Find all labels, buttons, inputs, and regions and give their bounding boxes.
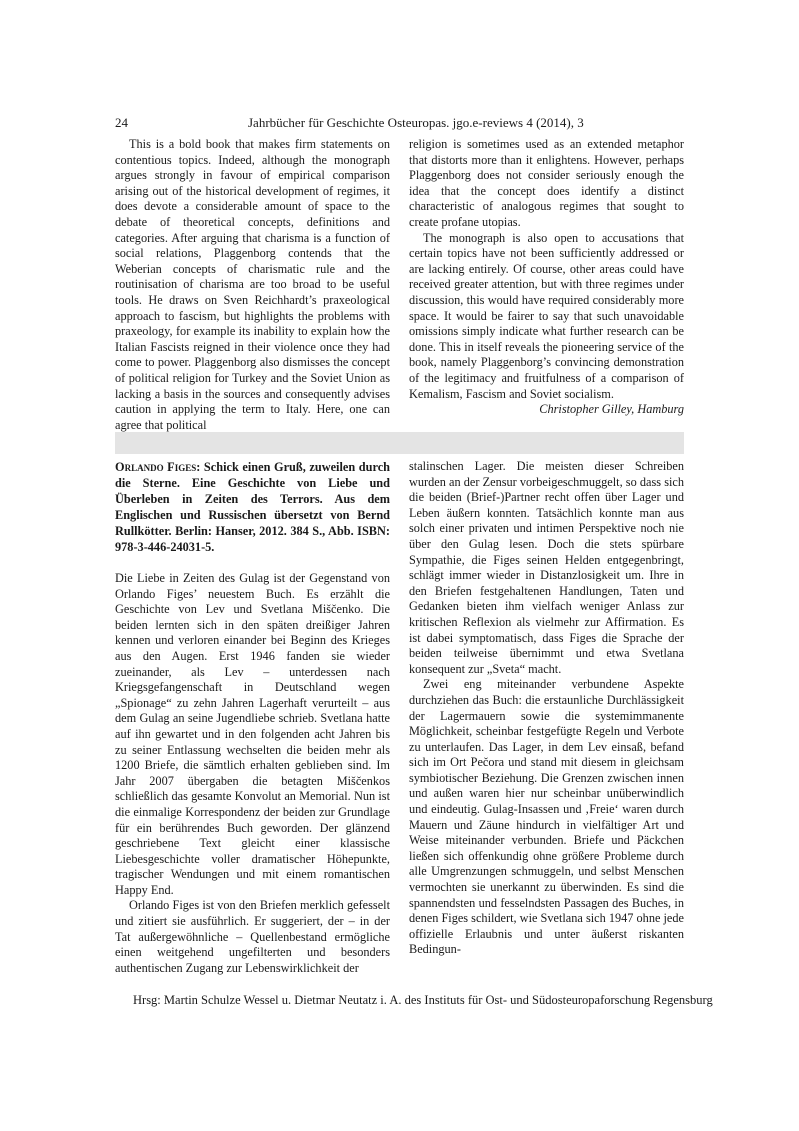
review1-paragraph: The monograph is also open to accusations that certain topics have not been sufficiently addressed or are lacking entirely. Of course, other areas could have received greater attention, but with three regimes under discussion, this would have required considerably more space. It would be fairer to say that such unavoidable omissions simply indicate what further research can be done. This in itself reveals the pioneering service of the book, namely Plaggenborg’s convincing demonstration of the legitimacy and fruitfulness of a comparison of Kemalism, Fascism and Soviet socialism. bbox=[409, 230, 684, 401]
review2-paragraph: stalinschen Lager. Die meisten dieser Schreiben wurden an der Zensur vorbeigeschmuggelt, so dass sich die beiden (Brief-)Partner recht offen über Lager und Leben äußern konnten. Tatsächlich konnte man aus solch einer privaten und intimen Perspektive noch nie über den Gulag lesen. Doch die stets spürbare Sympathie, die Figes seinen Helden entgegenbringt, schlägt immer wieder in Distanzlosigkeit um. Ihre in den Briefen festgehaltenen Handlungen, Taten und Gedanken bieten ihm vielfach weniger Anlass zur kritischen Reflexion als vielmehr zur Affirmation. Es ist dabei symptomatisch, dass Figes die Sprache der beiden teilweise übernimmt und etwa Svetlana konsequent zur „Sveta“ macht. bbox=[409, 459, 684, 676]
review-divider bbox=[115, 432, 684, 454]
review2-column-right bbox=[409, 459, 684, 958]
review2-book-details: : Schick einen Gruß, zuweilen durch die Sterne. Eine Geschichte von Liebe und Überleben in Zeiten des Terrors. Aus dem Englischen und Russischen übersetzt von Bernd Rullkötter. Berlin: Hanser, 2012. 384 S., Abb. ISBN: 978-3-446-24031-5. bbox=[115, 460, 391, 554]
review1-paragraph: This is a bold book that makes firm statements on contentious topics. Indeed, although the monograph argues strongly in favour of empirical comparison arising out of the historical development of regimes, it does devote a considerable amount of space to the debate of theoretical concepts, definitions and categories. After arguing that charisma is a function of social relations, Plaggenborg contends that the Weberian concepts of charismatic rule and the routinisation of charisma are too broad to be useful tools. He draws on Sven Reichhardt’s praxeological approach to fascism, but highlights the problems with praxeology, for example its inability to explain how the Italian Fascists reigned in their violence once they had come to power. Plaggenborg also dismisses the concept of political religion for Turkey and the Soviet Union as lacking a basis in the sources and consequently advises caution in applying the term to Italy. Here, one can agree that political bbox=[115, 137, 390, 432]
review2-paragraph: Orlando Figes ist von den Briefen merklich gefesselt und zitiert sie ausführlich. Er suggeriert, der – in der Tat außergewöhnliche – Quellenbestand ermögliche einen weitgehend ungefilterten und besonders authentischen Zugang zur Lebenswirklichkeit der bbox=[115, 898, 390, 975]
review2-paragraph: Die Liebe in Zeiten des Gulag ist der Gegenstand von Orlando Figes’ neuestem Buch. Es erzählt die Geschichte von Lev und Svetlana Miščenko. Die beiden lernten sich in den späten dreißiger Jahren kennen und verloren einander bei Beginn des Krieges aus den Augen. Erst 1946 fanden sie wieder zueinander, als Lev – unterdessen nach Kriegsgefangenschaft in Deutschland wegen „Spionage“ zu zehn Jahren Lagerhaft verurteilt – aus dem Gulag an seine Jugendliebe schrieb. Svetlana hatte auf ihn gewartet und in den folgenden acht Jahren bis zu seiner Entlassung wechselten die beiden mehr als 1200 Briefe, die sämtlich erhalten geblieben sind. Im Jahr 2007 übergaben die betagten Miščenkos schließlich das gesamte Konvolut an Memorial. Nun ist die einmalige Korrespondenz der beiden zur Grundlage für ein berührendes Buch geworden. Der glänzend geschriebene Text gleicht einer klassische Liebesgeschichte voller dramatischer Höhepunkte, tragischer Wendungen und mit einem romantischen Happy End. bbox=[115, 571, 390, 897]
review2-paragraph: Zwei eng miteinander verbundene Aspekte durchziehen das Buch: die erstaunliche Durchlässigkeit der Lagermauern sowie die systemimmanente Möglichkeit, scheinbar festgefügte Regeln und Verbote zu unterlaufen. Das Lager, in dem Lev einsaß, befand sich im Ort Pečora und stand mit diesem in gleichsam symbiotischer Beziehung. Die Grenzen zwischen innen und außen waren hier nur scheinbar unüberwindlich und eindeutig. Gulag-Insassen und ‚Freie‘ waren durch Mauern und Zäune hindurch in vielfältiger Art und Weise miteinander verbunden. Briefe und Päckchen ließen sich offenkundig ohne größere Probleme durch alle Umgrenzungen schmuggeln, und selbst Menschen vermochten sie unerkannt zu überwinden. Es sind die spannendsten und fesselndsten Passagen des Buches, in denen Figes schildert, wie Svetlana sich 1947 ohne jede offizielle Erlaubnis und unter äußerst riskanten Bedingun- bbox=[409, 677, 684, 957]
running-head: Jahrbücher für Geschichte Osteuropas. jgo.e-reviews 4 (2014), 3 bbox=[248, 115, 584, 130]
review2-column-left bbox=[115, 459, 390, 976]
publisher-footer: Hrsg: Martin Schulze Wessel u. Dietmar Neutatz i. A. des Instituts für Ost- und Südosteuropaforschung Regensburg bbox=[133, 993, 713, 1007]
page-number: 24 bbox=[115, 115, 128, 130]
review1-column-right bbox=[409, 137, 684, 418]
reviewer-signature: Christopher Gilley, Hamburg bbox=[539, 402, 684, 417]
review2-book-author: Orlando Figes bbox=[115, 460, 197, 474]
review2-bibliographic-heading bbox=[115, 459, 390, 555]
review1-column-left bbox=[115, 137, 390, 433]
review1-paragraph: religion is sometimes used as an extended metaphor that distorts more than it enlightens. However, perhaps Plaggenborg does not consider seriously enough the idea that the concept does identify a distinct characteristic of analogous regimes that sought to create profane utopias. bbox=[409, 137, 684, 229]
